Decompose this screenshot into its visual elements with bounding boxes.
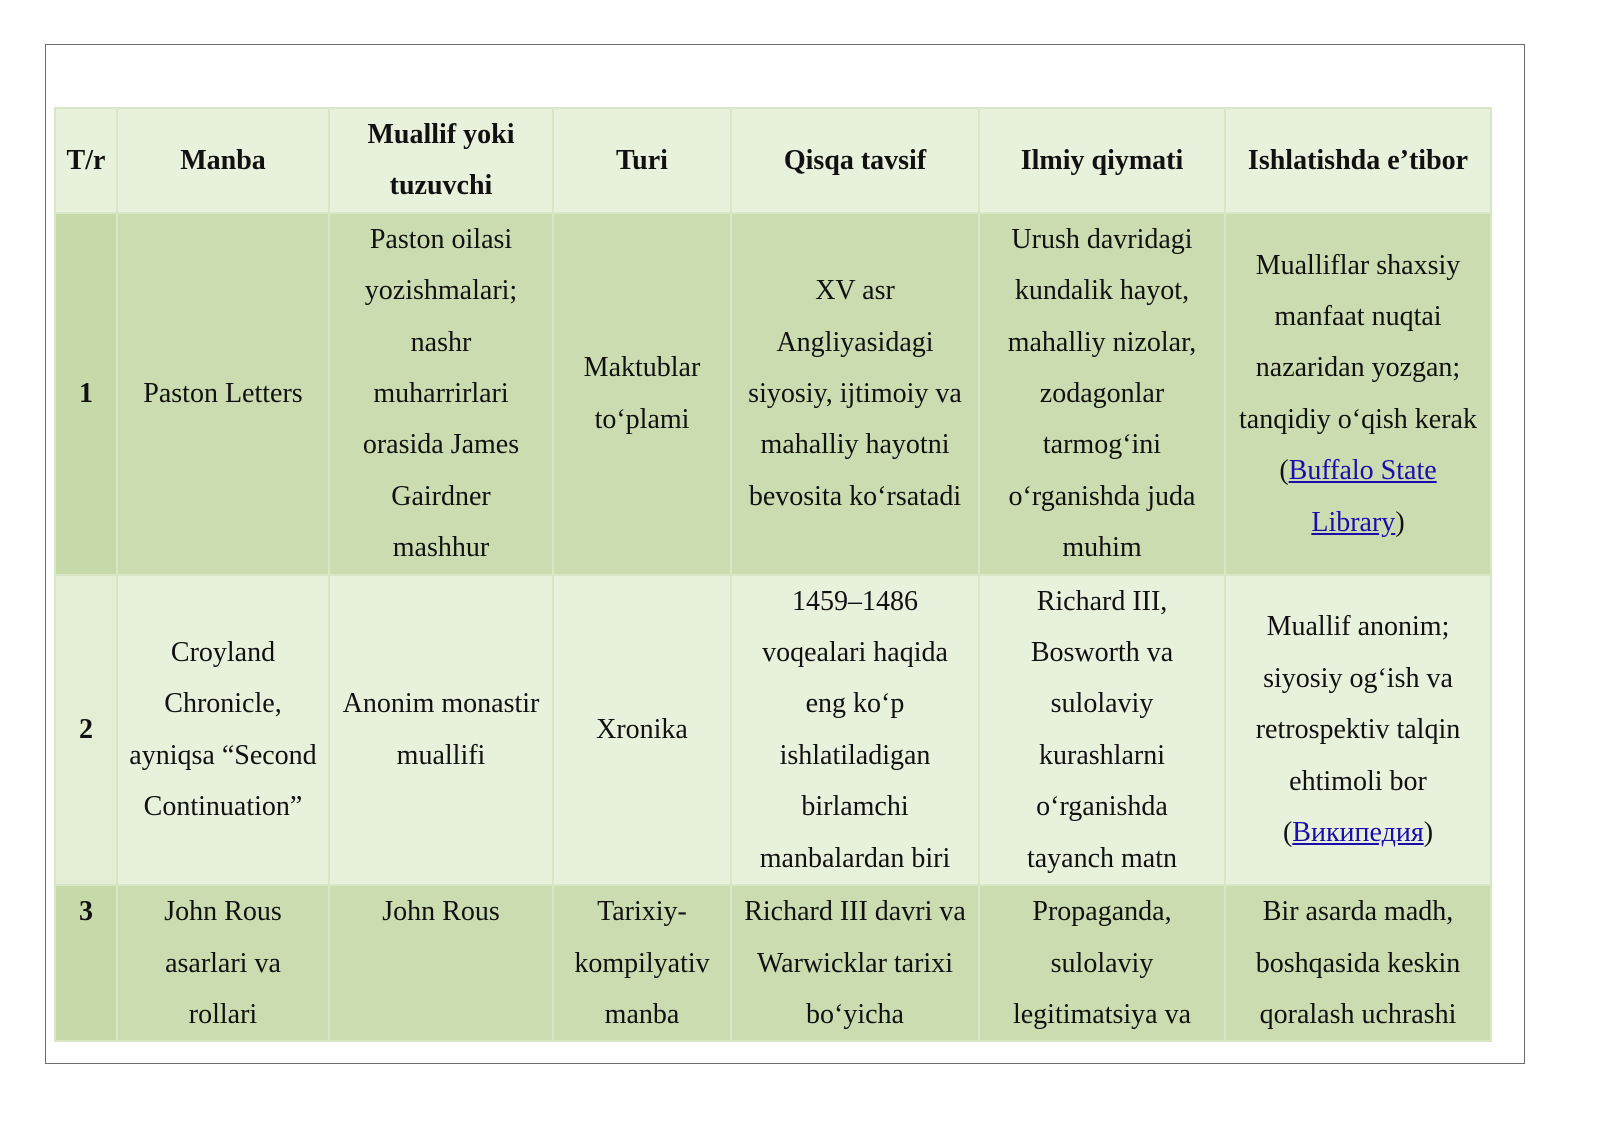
row-description: 1459–1486 voqealari haqida eng ko‘p ishlatiladigan birlamchi manbalardan biri bbox=[731, 575, 979, 885]
row-note: Bir asarda madh, boshqasida keskin qoralash uchrashi bbox=[1225, 885, 1491, 1041]
row-source: Croyland Chronicle, ayniqsa “Second Continuation” bbox=[117, 575, 329, 885]
row-type: Maktublar to‘plami bbox=[553, 213, 731, 575]
document-page bbox=[45, 44, 1525, 1064]
header-value: Ilmiy qiymati bbox=[979, 108, 1225, 213]
table-header-row bbox=[55, 108, 1491, 213]
row-note bbox=[1225, 213, 1491, 575]
row-source: Paston Letters bbox=[117, 213, 329, 575]
sources-table bbox=[54, 107, 1492, 1042]
header-author: Muallif yoki tuzuvchi bbox=[329, 108, 553, 213]
row-value: Urush davridagi kundalik hayot, mahalliy nizolar, zodagonlar tarmog‘ini o‘rganishda juda muhim bbox=[979, 213, 1225, 575]
row-note-text: Muallif anonim; siyosiy og‘ish va retrospektiv talqin ehtimoli bor ( bbox=[1255, 611, 1461, 848]
row-author: Paston oilasi yozishmalari; nashr muharrirlari orasida James Gairdner mashhur bbox=[329, 213, 553, 575]
row-note-text: Mualliflar shaxsiy manfaat nuqtai nazaridan yozgan; tanqidiy o‘qish kerak ( bbox=[1239, 249, 1477, 487]
table-row bbox=[55, 885, 1491, 1041]
source-link[interactable]: Buffalo State Library bbox=[1288, 455, 1437, 538]
header-source: Manba bbox=[117, 108, 329, 213]
row-author: John Rous bbox=[329, 885, 553, 1041]
header-number: T/​r bbox=[55, 108, 117, 213]
source-link[interactable]: Википедия bbox=[1292, 816, 1424, 848]
row-value: Propaganda, sulolaviy legitimatsiya va bbox=[979, 885, 1225, 1041]
row-note bbox=[1225, 575, 1491, 885]
header-note: Ishlatishda e’tibor bbox=[1225, 108, 1491, 213]
row-type: Xronika bbox=[553, 575, 731, 885]
row-number: 2 bbox=[55, 575, 117, 885]
header-description: Qisqa tavsif bbox=[731, 108, 979, 213]
row-description: Richard III davri va Warwicklar tarixi bo‘yicha bbox=[731, 885, 979, 1041]
table-row bbox=[55, 213, 1491, 575]
row-author: Anonim monastir muallifi bbox=[329, 575, 553, 885]
row-note-end: ) bbox=[1423, 816, 1434, 848]
row-number: 3 bbox=[55, 885, 117, 1041]
header-type: Turi bbox=[553, 108, 731, 213]
row-note-end: ) bbox=[1395, 506, 1405, 538]
row-type: Tarixiy-kompilyativ manba bbox=[553, 885, 731, 1041]
row-value: Richard III, Bosworth va sulolaviy kurashlarni o‘rganishda tayanch matn bbox=[979, 575, 1225, 885]
row-number: 1 bbox=[55, 213, 117, 575]
row-source: John Rous asarlari va rollari bbox=[117, 885, 329, 1041]
table-row bbox=[55, 575, 1491, 885]
row-description: XV asr Angliyasidagi siyosiy, ijtimoiy va mahalliy hayotni bevosita ko‘rsatadi bbox=[731, 213, 979, 575]
